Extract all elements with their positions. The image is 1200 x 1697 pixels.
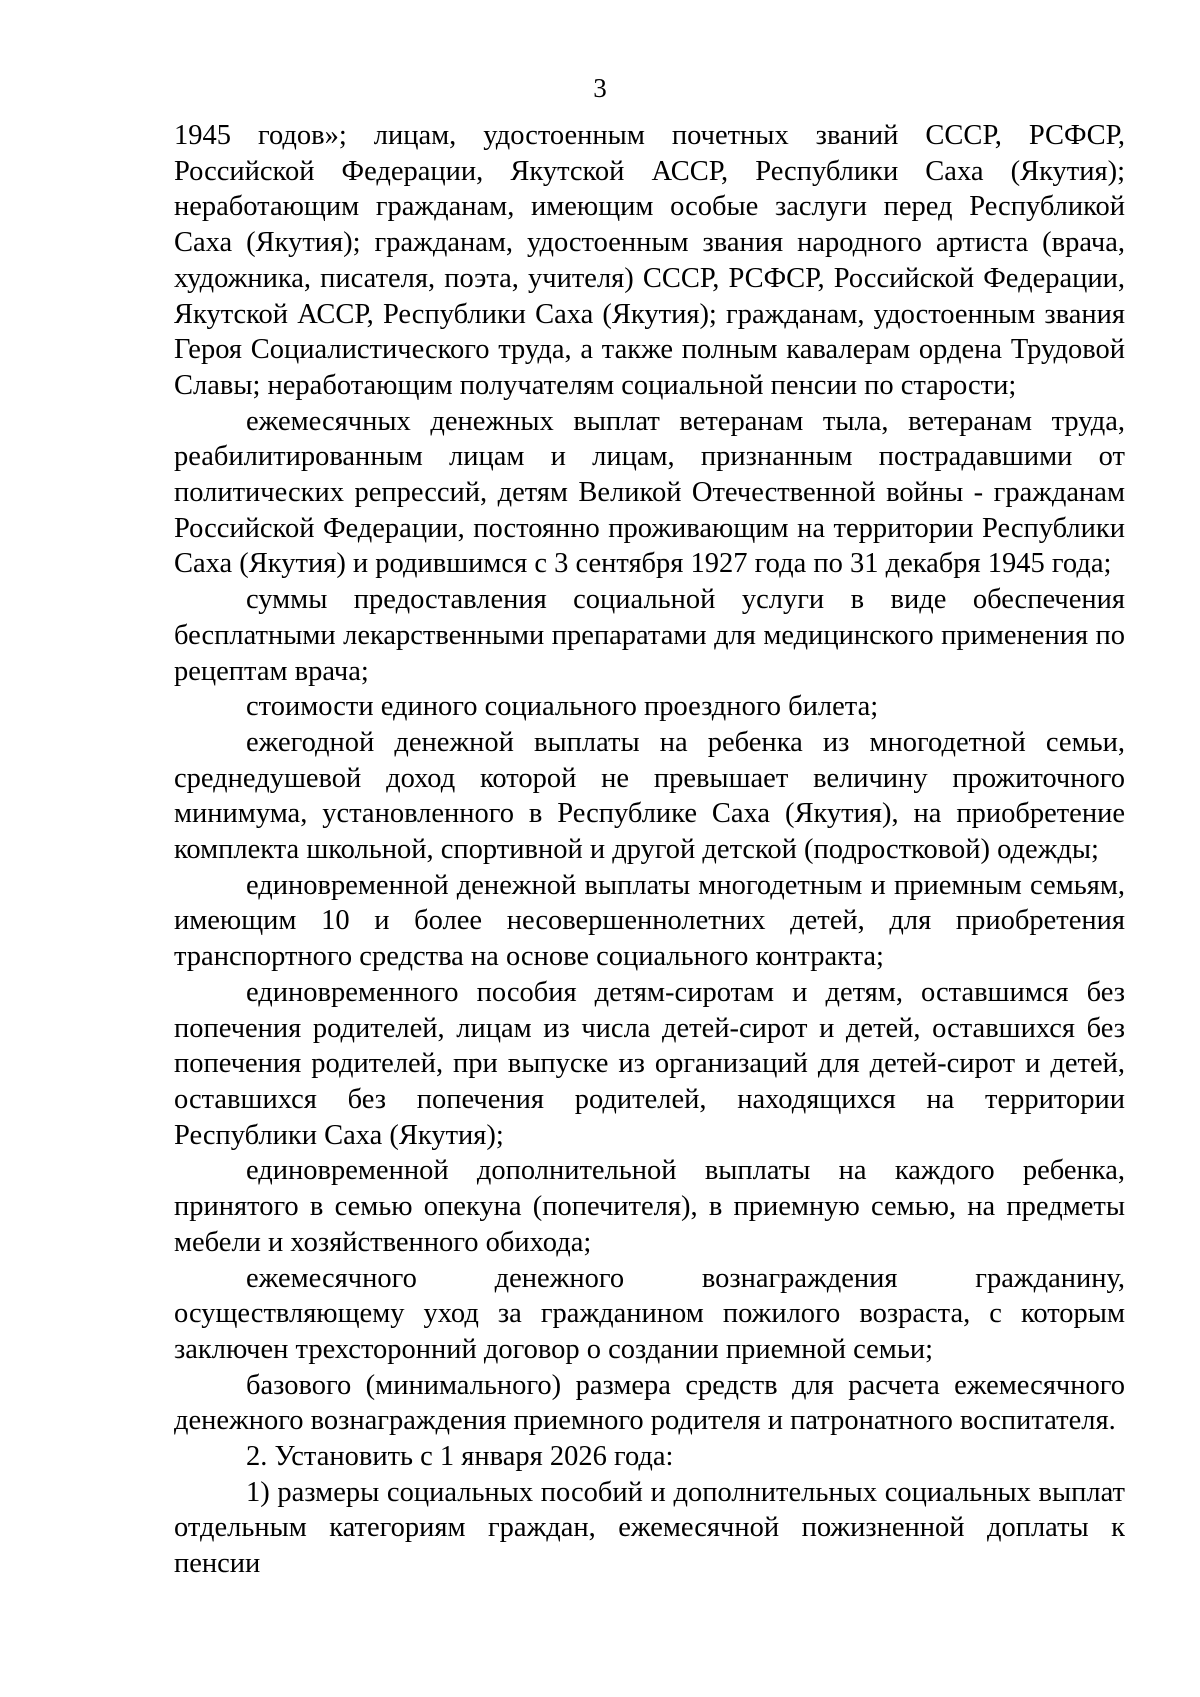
paragraph: единовременного пособия детям-сиротам и детям, оставшимся без попечения родителей, лицам из числа детей-сирот и детей, оставшихся без попечения родителей, при выпуске из организаций для детей-сирот и детей, оставшихся без попечения родителей, находящихся на территории Республики Саха (Якутия);: [174, 976, 1125, 1151]
paragraph: единовременной денежной выплаты многодетным и приемным семьям, имеющим 10 и более несовершеннолетних детей, для приобретения транспортного средства на основе социального контракта;: [174, 869, 1125, 973]
paragraph: суммы предоставления социальной услуги в виде обеспечения бесплатными лекарственными препаратами для медицинского применения по рецептам врача;: [174, 584, 1125, 687]
paragraph: ежемесячных денежных выплат ветеранам тыла, ветеранам труда, реабилитированным лицам и лицам, признанным пострадавшими от политических репрессий, детям Великой Отечественной войны - гражданам Российской Федерации, постоянно проживающим на территории Республики Саха (Якутия) и родившимся с 3 сентября 1927 года по 31 декабря 1945 года;: [174, 405, 1125, 580]
paragraph: базового (минимального) размера средств для расчета ежемесячного денежного вознаграждения приемного родителя и патронатного воспитателя.: [174, 1369, 1125, 1437]
paragraph-section-heading: 2. Установить с 1 января 2026 года:: [246, 1441, 674, 1473]
paragraph: ежемесячного денежного вознаграждения гражданину, осуществляющему уход за гражданином пожилого возраста, с которым заключен трехсторонний договор о создании приемной семьи;: [174, 1262, 1125, 1365]
document-body: [174, 118, 1125, 1582]
paragraph-continuation: 1945 годов»; лицам, удостоенным почетных званий СССР, РСФСР, Российской Федерации, Якутской АССР, Республики Саха (Якутия); неработающим гражданам, имеющим особые заслуги перед Республикой Саха (Якутия); гражданам, удостоенным звания народного артиста (врача, художника, писателя, поэта, учителя) СССР, РСФСР, Российской Федерации, Якутской АССР, Республики Саха (Якутия); гражданам, удостоенным звания Героя Социалистического труда, а также полным кавалерам ордена Трудовой Славы; неработающим получателям социальной пенсии по старости;: [174, 120, 1125, 401]
paragraph: ежегодной денежной выплаты на ребенка из многодетной семьи, среднедушевой доход которой не превышает величину прожиточного минимума, установленного в Республике Саха (Якутия), на приобретение комплекта школьной, спортивной и другой детской (подростковой) одежды;: [174, 726, 1125, 866]
paragraph: единовременной дополнительной выплаты на каждого ребенка, принятого в семью опекуна (попечителя), в приемную семью, на предметы мебели и хозяйственного обихода;: [174, 1155, 1125, 1258]
paragraph: 1) размеры социальных пособий и дополнительных социальных выплат отдельным категориям граждан, ежемесячной пожизненной доплаты к пенсии: [174, 1476, 1125, 1580]
page-number: 3: [593, 73, 607, 103]
paragraph: стоимости единого социального проездного билета;: [246, 691, 879, 723]
